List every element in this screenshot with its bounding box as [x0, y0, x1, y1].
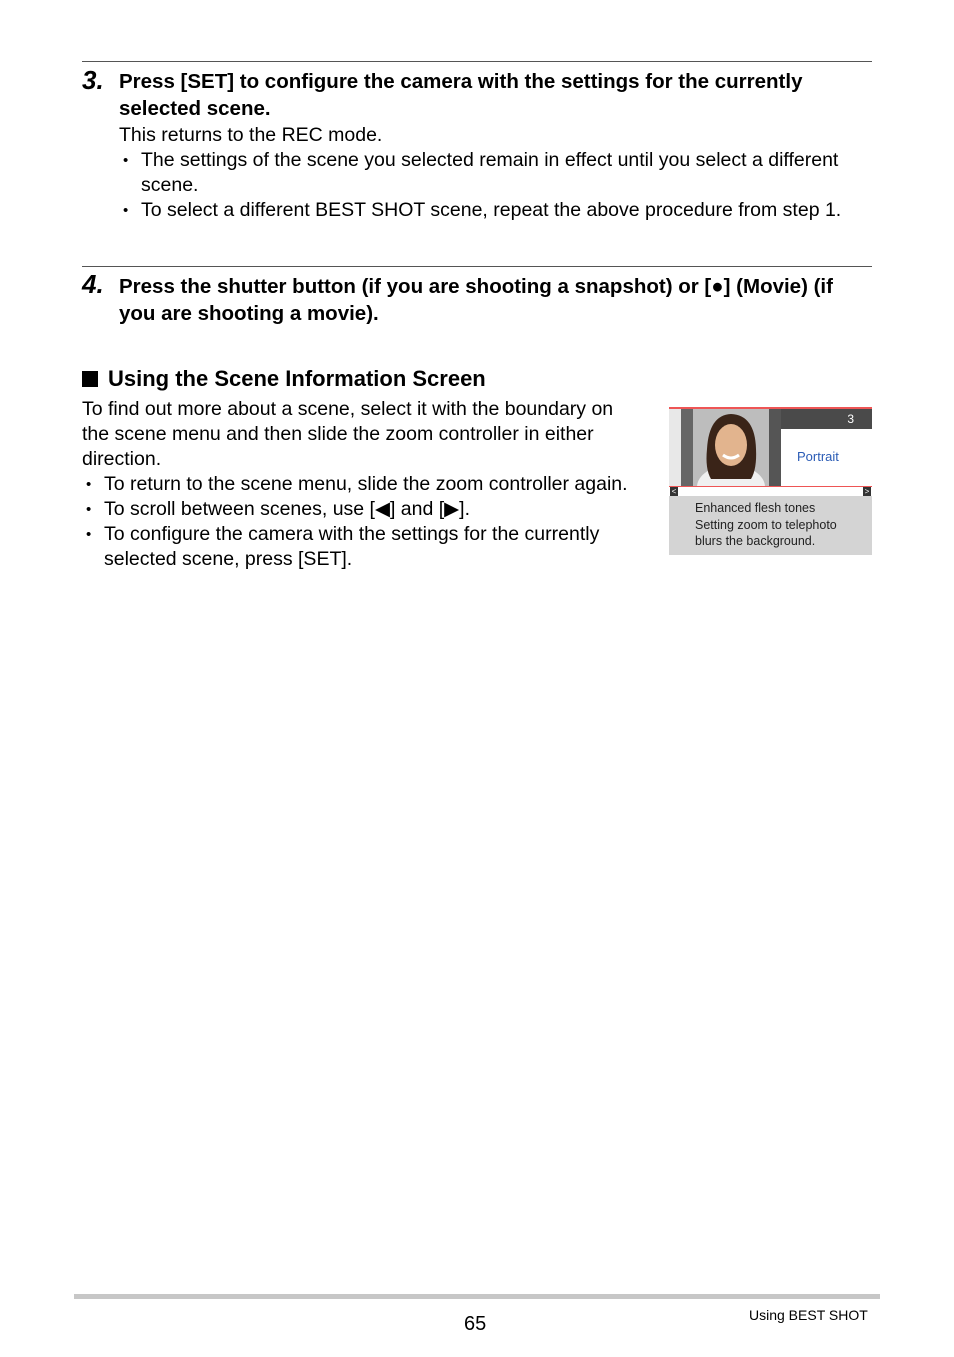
portrait-figure-icon — [681, 409, 781, 486]
footer-section-label: Using BEST SHOT — [749, 1307, 868, 1323]
step4-title: Press the shutter button (if you are shooting a snapshot) or [●] (Movie) (if you are shooting a movie). — [119, 275, 833, 325]
section-bullet: • To return to the scene menu, slide the zoom controller again. — [82, 472, 642, 497]
scene-info-text — [695, 500, 870, 550]
screen-left-strip — [669, 409, 681, 486]
info-line: Enhanced flesh tones — [695, 501, 816, 515]
section-heading-text: Using the Scene Information Screen — [108, 366, 486, 391]
footer-rule — [74, 1294, 880, 1299]
portrait-photo — [681, 409, 781, 486]
page-number: 65 — [464, 1313, 487, 1335]
section-heading — [82, 366, 486, 392]
left-arrow-icon: < — [671, 487, 677, 496]
section-body — [82, 397, 642, 572]
scene-name: Portrait — [797, 449, 839, 464]
info-line: blurs the background. — [695, 534, 816, 548]
scene-nav-bar — [669, 486, 872, 496]
step4-number: 4. — [82, 269, 104, 299]
step3-number: 3. — [82, 65, 104, 95]
step3-bullet: • To select a different BEST SHOT scene, repeat the above procedure from step 1. — [119, 198, 849, 223]
scene-number: 3 — [781, 409, 872, 429]
step3-text: This returns to the REC mode. — [119, 124, 383, 146]
section-bullet: • To scroll between scenes, use [◀] and [▶]. — [82, 497, 642, 522]
section-text: To find out more about a scene, select it with the boundary on the scene menu and then slide the zoom controller in either direction. — [82, 398, 614, 470]
step3-bullet: • The settings of the scene you selected remain in effect until you select a different scene. — [119, 148, 849, 198]
scene-info-screen-illustration — [669, 407, 872, 555]
square-bullet-icon — [82, 371, 98, 387]
scene-name-panel — [781, 429, 872, 486]
step3-body — [119, 123, 849, 223]
section-bullet: • To configure the camera with the settings for the currently selected scene, press [SET]. — [82, 522, 642, 572]
info-line: Setting zoom to telephoto — [695, 517, 837, 532]
right-arrow-icon: > — [864, 487, 870, 496]
step4-rule — [82, 266, 872, 267]
step3-title: Press [SET] to configure the camera with the settings for the currently selected scene. — [119, 70, 803, 120]
step3-rule — [82, 61, 872, 62]
